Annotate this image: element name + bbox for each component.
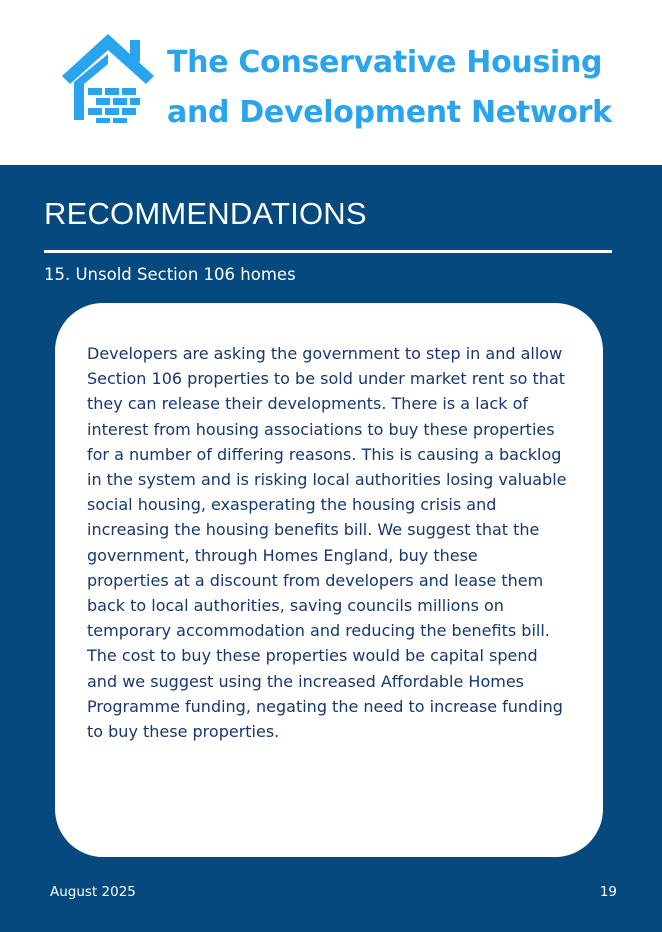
title-divider [44, 250, 612, 253]
section-title: RECOMMENDATIONS [44, 196, 367, 231]
organisation-name [167, 38, 647, 138]
recommendation-heading: 15. Unsold Section 106 homes [44, 265, 296, 284]
organisation-name-line-1: The Conservative Housing [167, 45, 603, 80]
footer-date: August 2025 [50, 884, 136, 900]
page-header [0, 0, 662, 165]
organisation-name-line-2: and Development Network [167, 95, 612, 130]
house-brick-icon [60, 30, 156, 126]
recommendation-body: Developers are asking the government to step in and allow Section 106 properties to be sold under market rent so that they can release their developments. There is a lack of interest from housing associations to buy these properties for a number of differing reasons. This is causing a backlog in the system and is risking local authorities losing valuable social housing, exasperating the housing crisis and increasing the housing benefits bill. We suggest that the government, through Homes England, buy these properties at a discount from developers and lease them back to local authorities, saving councils millions on temporary accommodation and reducing the benefits bill. The cost to buy these properties would be capital spend and we suggest using the increased Affordable Homes Programme funding, negating the need to increase funding to buy these properties. [87, 344, 567, 742]
page-number: 19 [599, 884, 617, 900]
